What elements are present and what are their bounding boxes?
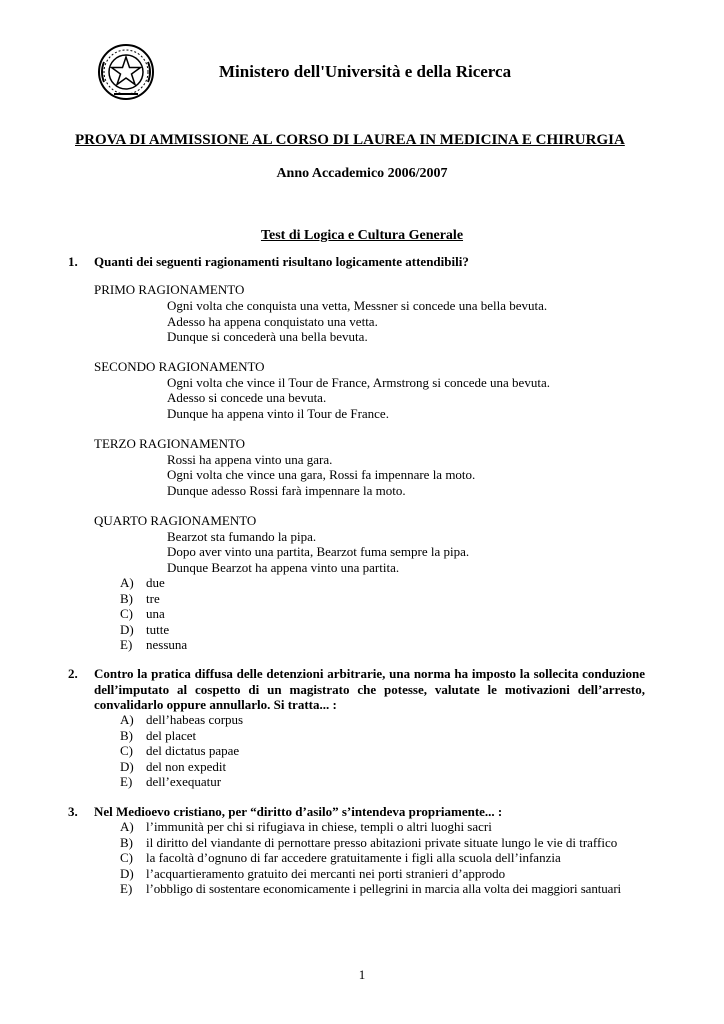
option-letter: D) (120, 759, 134, 774)
reasoning-line: Dunque ha appena vinto il Tour de France. (167, 406, 389, 421)
reasoning-line: Adesso ha appena conquistato una vetta. (167, 314, 378, 329)
option-text: l’immunità per chi si rifugiava in chiese, templi o altri luoghi sacri (146, 819, 492, 834)
question-number: 1. (68, 254, 78, 269)
reasoning-line: Dopo aver vinto una partita, Bearzot fuma sempre la pipa. (167, 544, 470, 559)
reasoning-heading: QUARTO RAGIONAMENTO (94, 513, 257, 528)
option-text: tutte (146, 622, 170, 637)
option-letter: C) (120, 850, 133, 865)
reasoning-line: Bearzot sta fumando la pipa. (167, 529, 317, 544)
question-number: 2. (68, 666, 78, 681)
option-letter: A) (120, 712, 134, 727)
option-text: l’obbligo di sostentare economicamente i pellegrini in marcia alla volta dei maggiori santuari (146, 881, 622, 896)
option-text: del placet (146, 728, 197, 743)
option-text: due (146, 575, 165, 590)
option-letter: B) (120, 728, 133, 743)
option-text: dell’habeas corpus (146, 712, 244, 727)
option-text: l’acquartieramento gratuito dei mercanti nei porti stranieri d’approdo (146, 866, 506, 881)
option-text: il diritto del viandante di pernottare presso abitazioni private situate lungo le vie di traffico (146, 835, 618, 850)
option-letter: C) (120, 743, 133, 758)
option-letter: D) (120, 866, 134, 881)
reasoning-heading: SECONDO RAGIONAMENTO (94, 359, 265, 374)
option-text: del dictatus papae (146, 743, 240, 758)
option-letter: E) (120, 774, 133, 789)
option-text: dell’exequatur (146, 774, 222, 789)
reasoning-line: Adesso si concede una bevuta. (167, 390, 327, 405)
reasoning-line: Dunque adesso Rossi farà impennare la moto. (167, 483, 406, 498)
reasoning-line: Dunque Bearzot ha appena vinto una partita. (167, 560, 400, 575)
option-letter: B) (120, 835, 133, 850)
question-number: 3. (68, 804, 78, 819)
reasoning-line: Ogni volta che conquista una vetta, Messner si concede una bella bevuta. (167, 298, 548, 313)
reasoning-heading: TERZO RAGIONAMENTO (94, 436, 246, 451)
option-text: del non expedit (146, 759, 227, 774)
ministry-name: Ministero dell'Università e della Ricerca (219, 62, 512, 81)
option-letter: C) (120, 606, 133, 621)
option-text: nessuna (146, 637, 188, 652)
exam-title: PROVA DI AMMISSIONE AL CORSO DI LAUREA IN MEDICINA E CHIRURGIA (75, 132, 625, 148)
emblem-icon (96, 42, 156, 102)
page-number: 1 (358, 967, 366, 982)
option-text: la facoltà d’ognuno di far accedere gratuitamente i figli alla scuola dell’infanzia (146, 850, 561, 865)
test-name: Test di Logica e Cultura Generale (260, 228, 464, 243)
reasoning-line: Dunque si concederà una bella bevuta. (167, 329, 368, 344)
option-letter: B) (120, 591, 133, 606)
option-letter: E) (120, 637, 133, 652)
option-text: tre (146, 591, 160, 606)
reasoning-line: Ogni volta che vince una gara, Rossi fa impennare la moto. (167, 467, 476, 482)
option-letter: A) (120, 819, 134, 834)
option-letter: E) (120, 881, 133, 896)
option-letter: A) (120, 575, 134, 590)
question-text: Contro la pratica diffusa delle detenzioni arbitrarie, una norma ha imposto la sollecita conduzione dell’imputato al cospetto di un magistrato che potesse, valutate le motivazioni dell’arresto, convalidarlo oppure annullarlo. Si tratta... : (94, 666, 645, 712)
reasoning-line: Ogni volta che vince il Tour de France, Armstrong si concede una bevuta. (167, 375, 550, 390)
question-text: Quanti dei seguenti ragionamenti risultano logicamente attendibili? (94, 254, 469, 269)
reasoning-heading: PRIMO RAGIONAMENTO (94, 282, 245, 297)
academic-year: Anno Accademico 2006/2007 (276, 166, 448, 181)
option-text: una (146, 606, 165, 621)
reasoning-line: Rossi ha appena vinto una gara. (167, 452, 333, 467)
question-text: Nel Medioevo cristiano, per “diritto d’asilo” s’intendeva propriamente... : (94, 804, 503, 819)
option-letter: D) (120, 622, 134, 637)
